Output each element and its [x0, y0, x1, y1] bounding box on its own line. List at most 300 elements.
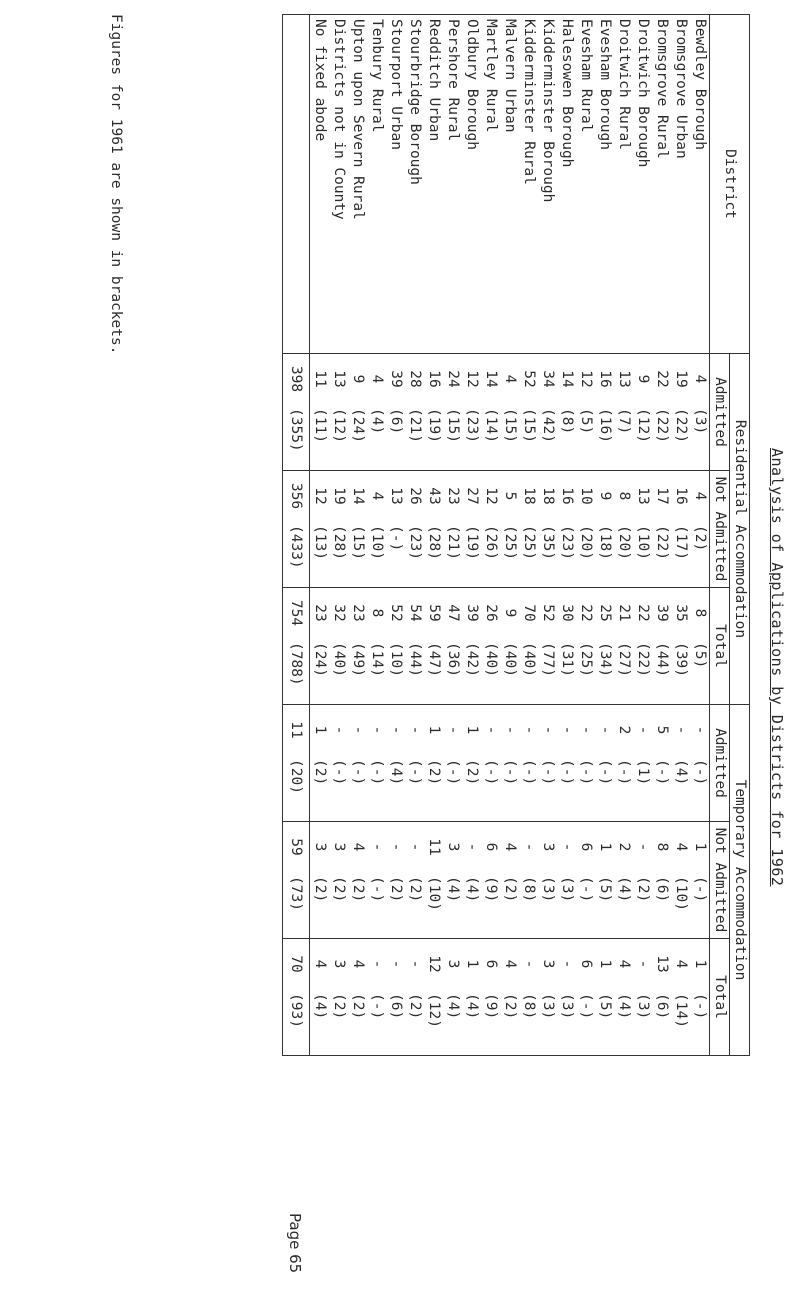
district-name: Halesowen Borough — [557, 15, 576, 354]
cell-r-not-b: (22) — [652, 521, 671, 588]
district-name: Kidderminster Rural — [519, 15, 538, 354]
cell-r-not-b: (23) — [405, 521, 424, 588]
total-temp-not-admitted-1961: (73) — [283, 872, 310, 939]
cell-r-adm-b: (14) — [481, 404, 500, 471]
cell-r-not: 5 — [500, 471, 519, 522]
total-res-total: 754 — [283, 588, 310, 639]
cell-t-adm: - — [500, 705, 519, 756]
cell-r-adm-b: (8) — [557, 404, 576, 471]
cell-r-adm-b: (22) — [652, 404, 671, 471]
cell-t-adm-b: (-) — [519, 755, 538, 822]
cell-t-tot-b: (8) — [519, 989, 538, 1056]
cell-t-tot-b: (2) — [405, 989, 424, 1056]
district-name: Droitwich Rural — [614, 15, 633, 354]
temp-not-admitted-header: Not Admitted — [710, 822, 730, 939]
cell-t-not: - — [557, 822, 576, 873]
table-row — [329, 15, 348, 1056]
cell-t-not-b: (8) — [519, 872, 538, 939]
residential-header: Residential Accommodation — [730, 354, 750, 705]
cell-r-not: 12 — [481, 471, 500, 522]
cell-r-tot-b: (22) — [633, 638, 652, 705]
cell-t-not: 11 — [424, 822, 443, 873]
cell-r-tot-b: (44) — [652, 638, 671, 705]
cell-r-adm: 52 — [519, 354, 538, 405]
cell-r-not-b: (17) — [671, 521, 690, 588]
cell-r-not-b: (26) — [481, 521, 500, 588]
cell-r-not: 17 — [652, 471, 671, 522]
cell-r-tot-b: (39) — [671, 638, 690, 705]
cell-t-not: 3 — [310, 822, 330, 873]
cell-t-tot-b: (2) — [329, 989, 348, 1056]
cell-r-tot: 8 — [367, 588, 386, 639]
cell-t-tot: - — [367, 939, 386, 990]
cell-t-not: 4 — [500, 822, 519, 873]
cell-r-not-b: (10) — [367, 521, 386, 588]
cell-t-tot-b: (3) — [538, 989, 557, 1056]
table-row — [633, 15, 652, 1056]
cell-r-not-b: (13) — [310, 521, 330, 588]
district-name: Bromsgrove Rural — [652, 15, 671, 354]
cell-t-adm-b: (4) — [386, 755, 405, 822]
cell-t-tot: - — [519, 939, 538, 990]
cell-t-adm: - — [386, 705, 405, 756]
cell-t-adm: - — [633, 705, 652, 756]
cell-t-not: 1 — [595, 822, 614, 873]
cell-r-not: 16 — [671, 471, 690, 522]
cell-r-adm: 34 — [538, 354, 557, 405]
cell-r-tot: 22 — [576, 588, 595, 639]
cell-t-tot-b: (4) — [462, 989, 481, 1056]
district-name: Stourbridge Borough — [405, 15, 424, 354]
total-res-admitted: 398 — [283, 354, 310, 405]
table-row — [481, 15, 500, 1056]
cell-t-adm: - — [367, 705, 386, 756]
cell-t-adm-b: (2) — [462, 755, 481, 822]
cell-r-tot: 47 — [443, 588, 462, 639]
cell-t-not-b: (4) — [443, 872, 462, 939]
table-row — [348, 15, 367, 1056]
total-res-total-1961: (788) — [283, 638, 310, 705]
cell-t-adm: - — [405, 705, 424, 756]
cell-t-tot: - — [557, 939, 576, 990]
cell-t-adm-b: (-) — [500, 755, 519, 822]
cell-t-not: - — [405, 822, 424, 873]
cell-r-adm: 28 — [405, 354, 424, 405]
cell-t-adm: - — [690, 705, 710, 756]
cell-r-adm: 14 — [481, 354, 500, 405]
cell-r-not-b: (28) — [329, 521, 348, 588]
cell-r-tot-b: (31) — [557, 638, 576, 705]
cell-r-not-b: (25) — [519, 521, 538, 588]
cell-r-tot-b: (40) — [500, 638, 519, 705]
cell-t-not: - — [633, 822, 652, 873]
cell-r-not-b: (28) — [424, 521, 443, 588]
total-res-not-admitted: 356 — [283, 471, 310, 522]
table-body — [310, 15, 710, 1056]
cell-t-adm-b: (-) — [576, 755, 595, 822]
cell-r-adm: 39 — [386, 354, 405, 405]
cell-t-tot: - — [633, 939, 652, 990]
cell-t-adm: - — [557, 705, 576, 756]
cell-t-not-b: (4) — [462, 872, 481, 939]
cell-t-tot-b: (4) — [614, 989, 633, 1056]
cell-r-not: 9 — [595, 471, 614, 522]
total-res-admitted-1961: (355) — [283, 404, 310, 471]
cell-r-tot-b: (77) — [538, 638, 557, 705]
cell-r-not-b: (10) — [633, 521, 652, 588]
cell-t-tot: 4 — [500, 939, 519, 990]
cell-t-adm-b: (-) — [405, 755, 424, 822]
table-row — [310, 15, 330, 1056]
cell-t-tot: 12 — [424, 939, 443, 990]
cell-r-adm-b: (11) — [310, 404, 330, 471]
cell-t-not-b: (10) — [671, 872, 690, 939]
cell-r-not: 4 — [690, 471, 710, 522]
cell-t-tot: 4 — [310, 939, 330, 990]
cell-r-tot: 59 — [424, 588, 443, 639]
cell-t-adm: 5 — [652, 705, 671, 756]
cell-r-adm-b: (15) — [443, 404, 462, 471]
cell-r-not: 8 — [614, 471, 633, 522]
cell-t-adm: - — [538, 705, 557, 756]
cell-t-not: - — [386, 822, 405, 873]
district-name: Droitwich Borough — [633, 15, 652, 354]
cell-r-adm: 4 — [500, 354, 519, 405]
res-total-header: Total — [710, 588, 730, 705]
cell-t-not-b: (-) — [367, 872, 386, 939]
cell-r-adm: 12 — [462, 354, 481, 405]
table-row — [671, 15, 690, 1056]
cell-r-adm: 22 — [652, 354, 671, 405]
district-name: Kidderminster Borough — [538, 15, 557, 354]
cell-r-not: 16 — [557, 471, 576, 522]
table-row — [538, 15, 557, 1056]
cell-r-not-b: (18) — [595, 521, 614, 588]
cell-t-not: 3 — [329, 822, 348, 873]
cell-t-tot: - — [386, 939, 405, 990]
cell-t-adm-b: (-) — [614, 755, 633, 822]
cell-t-adm: 1 — [424, 705, 443, 756]
cell-r-tot: 23 — [348, 588, 367, 639]
cell-t-adm-b: (-) — [557, 755, 576, 822]
cell-r-tot-b: (24) — [310, 638, 330, 705]
cell-r-tot-b: (49) — [348, 638, 367, 705]
cell-t-adm: - — [443, 705, 462, 756]
district-name: Martley Rural — [481, 15, 500, 354]
cell-t-adm-b: (1) — [633, 755, 652, 822]
cell-r-not-b: (23) — [557, 521, 576, 588]
cell-t-not-b: (-) — [576, 872, 595, 939]
cell-r-tot-b: (40) — [519, 638, 538, 705]
district-name: Redditch Urban — [424, 15, 443, 354]
cell-r-not: 4 — [367, 471, 386, 522]
res-not-admitted-header: Not Admitted — [710, 471, 730, 588]
district-name: Tenbury Rural — [367, 15, 386, 354]
cell-t-tot-b: (6) — [652, 989, 671, 1056]
cell-t-tot: 3 — [443, 939, 462, 990]
cell-t-tot-b: (3) — [557, 989, 576, 1056]
cell-r-tot: 22 — [633, 588, 652, 639]
cell-r-tot-b: (10) — [386, 638, 405, 705]
cell-r-not: 18 — [538, 471, 557, 522]
cell-r-tot: 52 — [538, 588, 557, 639]
cell-r-adm-b: (6) — [386, 404, 405, 471]
district-name: Stourport Urban — [386, 15, 405, 354]
cell-r-tot-b: (34) — [595, 638, 614, 705]
cell-r-adm: 4 — [367, 354, 386, 405]
cell-t-not: - — [519, 822, 538, 873]
total-temp-admitted: 11 — [283, 705, 310, 756]
cell-t-adm: - — [671, 705, 690, 756]
district-name: Bewdley Borough — [690, 15, 710, 354]
totals-label — [283, 15, 310, 354]
cell-t-not-b: (2) — [405, 872, 424, 939]
cell-r-adm-b: (3) — [690, 404, 710, 471]
cell-r-not: 27 — [462, 471, 481, 522]
cell-r-not-b: (21) — [443, 521, 462, 588]
cell-r-adm-b: (12) — [329, 404, 348, 471]
cell-r-adm: 19 — [671, 354, 690, 405]
cell-t-not: 3 — [443, 822, 462, 873]
table-row — [690, 15, 710, 1056]
cell-r-tot: 8 — [690, 588, 710, 639]
cell-t-adm: - — [481, 705, 500, 756]
cell-t-tot-b: (9) — [481, 989, 500, 1056]
cell-t-tot: 4 — [348, 939, 367, 990]
district-name: Evesham Rural — [576, 15, 595, 354]
cell-t-adm: - — [576, 705, 595, 756]
district-name: Pershore Rural — [443, 15, 462, 354]
cell-r-tot: 39 — [652, 588, 671, 639]
cell-r-not-b: (15) — [348, 521, 367, 588]
table-row — [595, 15, 614, 1056]
district-name: Bromsgrove Urban — [671, 15, 690, 354]
cell-t-adm-b: (4) — [671, 755, 690, 822]
cell-t-adm-b: (-) — [329, 755, 348, 822]
cell-t-not: 6 — [481, 822, 500, 873]
cell-t-tot-b: (14) — [671, 989, 690, 1056]
cell-r-not: 13 — [633, 471, 652, 522]
district-name: Districts not in County — [329, 15, 348, 354]
cell-t-not-b: (2) — [348, 872, 367, 939]
footnote: Figures for 1961 are shown in brackets. — [108, 14, 124, 355]
cell-t-not-b: (5) — [595, 872, 614, 939]
cell-t-not-b: (9) — [481, 872, 500, 939]
cell-r-adm-b: (15) — [500, 404, 519, 471]
cell-r-not: 19 — [329, 471, 348, 522]
cell-r-adm-b: (12) — [633, 404, 652, 471]
cell-t-tot-b: (6) — [386, 989, 405, 1056]
district-name: Upton upon Severn Rural — [348, 15, 367, 354]
cell-r-adm: 14 — [557, 354, 576, 405]
cell-t-adm-b: (-) — [538, 755, 557, 822]
cell-r-tot-b: (5) — [690, 638, 710, 705]
cell-t-adm-b: (-) — [652, 755, 671, 822]
cell-t-not: - — [367, 822, 386, 873]
total-temp-total: 70 — [283, 939, 310, 990]
cell-t-tot: 6 — [576, 939, 595, 990]
cell-t-tot-b: (12) — [424, 989, 443, 1056]
cell-r-not: 18 — [519, 471, 538, 522]
table-row — [405, 15, 424, 1056]
totals-row — [283, 15, 310, 1056]
cell-t-not: 3 — [538, 822, 557, 873]
cell-t-not-b: (2) — [329, 872, 348, 939]
cell-t-tot: 1 — [462, 939, 481, 990]
cell-t-adm-b: (-) — [367, 755, 386, 822]
table-row — [386, 15, 405, 1056]
cell-r-tot: 30 — [557, 588, 576, 639]
temporary-header: Temporary Accommodation — [730, 705, 750, 1056]
cell-t-adm-b: (-) — [443, 755, 462, 822]
cell-r-tot: 32 — [329, 588, 348, 639]
rotated-page — [90, 8, 790, 1274]
cell-r-tot: 70 — [519, 588, 538, 639]
cell-r-adm-b: (4) — [367, 404, 386, 471]
cell-t-not-b: (2) — [310, 872, 330, 939]
cell-t-not-b: (2) — [633, 872, 652, 939]
cell-t-not-b: (3) — [538, 872, 557, 939]
cell-r-not: 23 — [443, 471, 462, 522]
district-name: Malvern Urban — [500, 15, 519, 354]
cell-r-not: 12 — [310, 471, 330, 522]
total-res-not-admitted-1961: (433) — [283, 521, 310, 588]
cell-t-not: 2 — [614, 822, 633, 873]
cell-t-tot-b: (4) — [443, 989, 462, 1056]
cell-r-tot: 9 — [500, 588, 519, 639]
cell-t-adm-b: (-) — [690, 755, 710, 822]
table-row — [462, 15, 481, 1056]
cell-t-tot: 13 — [652, 939, 671, 990]
district-header: District — [710, 15, 750, 354]
cell-r-not: 13 — [386, 471, 405, 522]
cell-r-adm: 9 — [633, 354, 652, 405]
table-row — [424, 15, 443, 1056]
cell-t-adm-b: (2) — [424, 755, 443, 822]
cell-r-not-b: (19) — [462, 521, 481, 588]
table-row — [500, 15, 519, 1056]
cell-t-tot: 3 — [538, 939, 557, 990]
cell-t-not: 8 — [652, 822, 671, 873]
cell-r-not: 26 — [405, 471, 424, 522]
cell-t-adm: 2 — [614, 705, 633, 756]
cell-r-adm: 9 — [348, 354, 367, 405]
cell-r-not: 43 — [424, 471, 443, 522]
cell-r-adm: 13 — [614, 354, 633, 405]
cell-t-not: 6 — [576, 822, 595, 873]
total-temp-total-1961: (93) — [283, 989, 310, 1056]
cell-r-tot-b: (36) — [443, 638, 462, 705]
cell-r-tot: 52 — [386, 588, 405, 639]
res-admitted-header: Admitted — [710, 354, 730, 471]
cell-r-adm-b: (16) — [595, 404, 614, 471]
cell-t-not: - — [462, 822, 481, 873]
cell-r-tot: 35 — [671, 588, 690, 639]
cell-r-adm-b: (24) — [348, 404, 367, 471]
cell-r-adm-b: (19) — [424, 404, 443, 471]
temp-total-header: Total — [710, 939, 730, 1056]
cell-t-not-b: (3) — [557, 872, 576, 939]
cell-r-adm: 24 — [443, 354, 462, 405]
cell-t-adm-b: (-) — [595, 755, 614, 822]
cell-r-tot-b: (40) — [329, 638, 348, 705]
cell-r-not-b: (-) — [386, 521, 405, 588]
page-number: Page 65 — [286, 1213, 304, 1274]
cell-r-adm: 13 — [329, 354, 348, 405]
cell-t-tot: 3 — [329, 939, 348, 990]
cell-r-adm: 12 — [576, 354, 595, 405]
cell-t-not-b: (2) — [386, 872, 405, 939]
cell-r-adm: 16 — [595, 354, 614, 405]
cell-t-adm: 1 — [462, 705, 481, 756]
applications-table — [282, 14, 750, 1056]
cell-t-tot: - — [405, 939, 424, 990]
cell-t-adm: 1 — [310, 705, 330, 756]
cell-t-adm: - — [329, 705, 348, 756]
cell-t-tot-b: (5) — [595, 989, 614, 1056]
table-row — [557, 15, 576, 1056]
table-row — [367, 15, 386, 1056]
cell-t-tot: 4 — [671, 939, 690, 990]
table-row — [614, 15, 633, 1056]
cell-r-tot-b: (27) — [614, 638, 633, 705]
cell-r-tot: 23 — [310, 588, 330, 639]
cell-t-tot-b: (4) — [310, 989, 330, 1056]
table-row — [576, 15, 595, 1056]
cell-r-not: 10 — [576, 471, 595, 522]
cell-t-not-b: (2) — [500, 872, 519, 939]
cell-r-tot-b: (42) — [462, 638, 481, 705]
cell-t-tot: 1 — [690, 939, 710, 990]
cell-t-not: 1 — [690, 822, 710, 873]
cell-r-not-b: (35) — [538, 521, 557, 588]
cell-r-adm: 11 — [310, 354, 330, 405]
cell-r-tot-b: (40) — [481, 638, 500, 705]
cell-r-tot: 26 — [481, 588, 500, 639]
cell-r-adm: 16 — [424, 354, 443, 405]
cell-t-adm-b: (-) — [481, 755, 500, 822]
cell-r-not: 14 — [348, 471, 367, 522]
cell-t-tot-b: (-) — [690, 989, 710, 1056]
cell-r-not-b: (20) — [614, 521, 633, 588]
table-row — [519, 15, 538, 1056]
cell-r-tot: 21 — [614, 588, 633, 639]
cell-r-adm-b: (5) — [576, 404, 595, 471]
district-name: Oldbury Borough — [462, 15, 481, 354]
cell-t-adm: - — [595, 705, 614, 756]
cell-r-adm-b: (7) — [614, 404, 633, 471]
table-row — [652, 15, 671, 1056]
cell-r-adm: 4 — [690, 354, 710, 405]
cell-t-adm-b: (-) — [348, 755, 367, 822]
cell-r-adm-b: (22) — [671, 404, 690, 471]
total-temp-not-admitted: 59 — [283, 822, 310, 873]
cell-t-not: 4 — [348, 822, 367, 873]
cell-t-not: 4 — [671, 822, 690, 873]
cell-r-not-b: (20) — [576, 521, 595, 588]
cell-r-adm-b: (21) — [405, 404, 424, 471]
cell-t-tot-b: (-) — [576, 989, 595, 1056]
cell-r-adm-b: (15) — [519, 404, 538, 471]
cell-r-tot-b: (25) — [576, 638, 595, 705]
cell-r-tot: 25 — [595, 588, 614, 639]
table-row — [443, 15, 462, 1056]
cell-t-adm-b: (2) — [310, 755, 330, 822]
page-title: Analysis of Applications by Districts for 1962 — [768, 448, 786, 887]
cell-r-tot-b: (14) — [367, 638, 386, 705]
cell-t-adm: - — [519, 705, 538, 756]
cell-t-tot-b: (-) — [367, 989, 386, 1056]
